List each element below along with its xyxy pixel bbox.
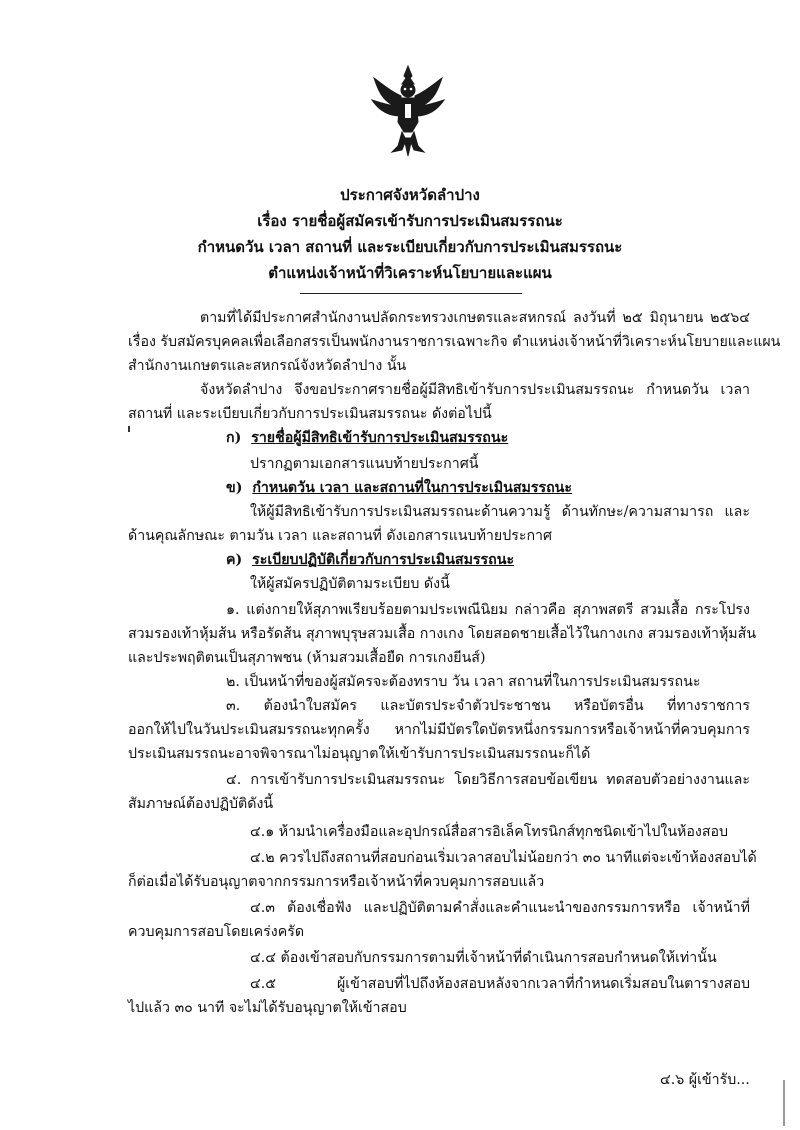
rule-4-2-line-2: ก็ต่อเมื่อได้รับอนุญาตจากกรรมการหรือเจ้าหน้าที่ควบคุมการสอบแล้ว: [128, 874, 545, 890]
section-b-line-1: ให้ผู้มีสิทธิเข้ารับการประเมินสมรรถนะด้านความรู้ ด้านทักษะ/ความสามารถ และ: [250, 504, 750, 520]
garuda-emblem-icon: [368, 60, 448, 160]
announcement-subject-detail: กำหนดวัน เวลา สถานที่ และระเบียบเกี่ยวกับการประเมินสมรรถนะ: [197, 238, 623, 256]
section-b-label: ข): [226, 480, 243, 496]
rule-4-5-line-1: ๔.๕ ผู้เข้าสอบที่ไปถึงห้องสอบหลังจากเวลาที่กำหนดเริ่มสอบในตารางสอบ: [250, 976, 750, 992]
scan-mark: [128, 426, 130, 432]
rule-4-3-line-1: ๔.๓ ต้องเชื่อฟัง และปฏิบัติตามคำสั่งและคำแนะนำของกรรมการหรือ เจ้าหน้าที่: [250, 900, 750, 916]
section-c-heading: [226, 550, 514, 570]
section-c-title: ระเบียบปฏิบัติเกี่ยวกับการประเมินสมรรถนะ: [252, 552, 515, 568]
intro-paragraph-1-line-2: เรื่อง รับสมัครบุคคลเพื่อเลือกสรรเป็นพนักงานราชการเฉพาะกิจ ตำแหน่งเจ้าหน้าที่วิเคราะห์นโยบายและแผน: [128, 334, 781, 350]
rule-1-line-3: และประพฤติตนเป็นสุภาพชน (ห้ามสวมเสื้อยืด การเกงยีนส์): [128, 650, 486, 666]
section-b-title: กำหนดวัน เวลา และสถานที่ในการประเมินสมรรถนะ: [252, 480, 572, 496]
rule-1-line-1: ๑. แต่งกายให้สุภาพเรียบร้อยตามประเพณีนิยม กล่าวคือ สุภาพสตรี สวมเสื้อ กระโปรง: [226, 602, 750, 618]
rule-3-line-2: ออกให้ไปในวันประเมินสมรรถนะทุกครั้ง หากไม่มีบัตรใดบัตรหนึ่งกรรมการหรือเจ้าหน้าที่ควบคุมการ: [128, 722, 750, 738]
section-a-body: ปรากฏตามเอกสารแนบท้ายประกาศนี้: [250, 456, 479, 472]
rule-4-2-line-1: ๔.๒ ควรไปถึงสถานที่สอบก่อนเริ่มเวลาสอบไม่น้อยกว่า ๓๐ นาทีแต่จะเข้าห้องสอบได้: [250, 850, 757, 866]
section-a-title: รายชื่อผู้มีสิทธิเข้ารับการประเมินสมรรถนะ: [251, 430, 509, 446]
rule-4-line-1: ๔. การเข้ารับการประเมินสมรรถนะ โดยวิธีการสอบข้อเขียน ทดสอบตัวอย่างงานและ: [226, 772, 750, 788]
page-continuation: ๔.๖ ผู้เข้ารับ...: [660, 1072, 750, 1088]
scan-edge-mark: [783, 1080, 785, 1126]
section-c-body: ให้ผู้สมัครปฏิบัติตามระเบียบ ดังนี้: [250, 576, 450, 592]
announcement-subject: เรื่อง รายชื่อผู้สมัครเข้ารับการประเมินสมรรถนะ: [257, 212, 563, 230]
rule-4-4: ๔.๔ ต้องเข้าสอบกับกรรมการตามที่เจ้าหน้าที่ดำเนินการสอบกำหนดให้เท่านั้น: [250, 950, 717, 966]
rule-3-line-1: ๓. ต้องนำใบสมัคร และบัตรประจำตัวประชาชน หรือบัตรอื่น ที่ทางราชการ: [226, 698, 750, 714]
section-c-label: ค): [226, 552, 243, 568]
intro-paragraph-2-line-1: จังหวัดลำปาง จึงขอประกาศรายชื่อผู้มีสิทธิเข้ารับการประเมินสมรรถนะ กำหนดวัน เวลา: [200, 382, 750, 398]
announcement-issuer: ประกาศจังหวัดลำปาง: [340, 186, 480, 204]
rule-4-5-line-2: ไปแล้ว ๓๐ นาที จะไม่ได้รับอนุญาตให้เข้าสอบ: [128, 1000, 407, 1016]
intro-paragraph-2-line-2: สถานที่ และระเบียบเกี่ยวกับการประเมินสมรรถนะ ดังต่อไปนี้: [128, 406, 492, 422]
intro-paragraph-1-line-3: สำนักงานเกษตรและสหกรณ์จังหวัดลำปาง นั้น: [128, 358, 407, 374]
section-a-heading: [226, 428, 508, 448]
intro-paragraph-1-line-1: ตามที่ได้มีประกาศสำนักงานปลัดกระทรวงเกษตรและสหกรณ์ ลงวันที่ ๒๕ มิถุนายน ๒๕๖๔: [200, 310, 750, 326]
rule-3-line-3: ประเมินสมรรถนะอาจพิจารณาไม่อนุญาตให้เข้ารับการประเมินสมรรถนะก็ได้: [128, 746, 591, 762]
section-b-heading: [226, 478, 572, 498]
announcement-position: ตำแหน่งเจ้าหน้าที่วิเคราะห์นโยบายและแผน: [268, 264, 552, 282]
rule-1-line-2: สวมรองเท้าหุ้มส้น หรือรัดส้น สุภาพบุรุษสวมเสื้อ กางเกง โดยสอดชายเสื้อไว้ในกางเกง สวมรองเท้าหุ้มส้น: [128, 626, 757, 642]
rule-2: ๒. เป็นหน้าที่ของผู้สมัครจะต้องทราบ วัน เวลา สถานที่ในการประเมินสมรรถนะ: [226, 674, 701, 690]
section-b-line-2: ด้านคุณลักษณะ ตามวัน เวลา และสถานที่ ดังเอกสารแนบท้ายประกาศ: [128, 528, 553, 544]
header-divider: [300, 293, 522, 294]
rule-4-line-2: สัมภาษณ์ต้องปฏิบัติดังนี้: [128, 796, 274, 812]
rule-4-3-line-2: ควบคุมการสอบโดยเคร่งครัด: [128, 924, 305, 940]
section-a-label: ก): [226, 430, 242, 446]
rule-4-1: ๔.๑ ห้ามนำเครื่องมือและอุปกรณ์สื่อสารอิเล็คโทรนิกส์ทุกชนิดเข้าไปในห้องสอบ: [250, 824, 729, 840]
